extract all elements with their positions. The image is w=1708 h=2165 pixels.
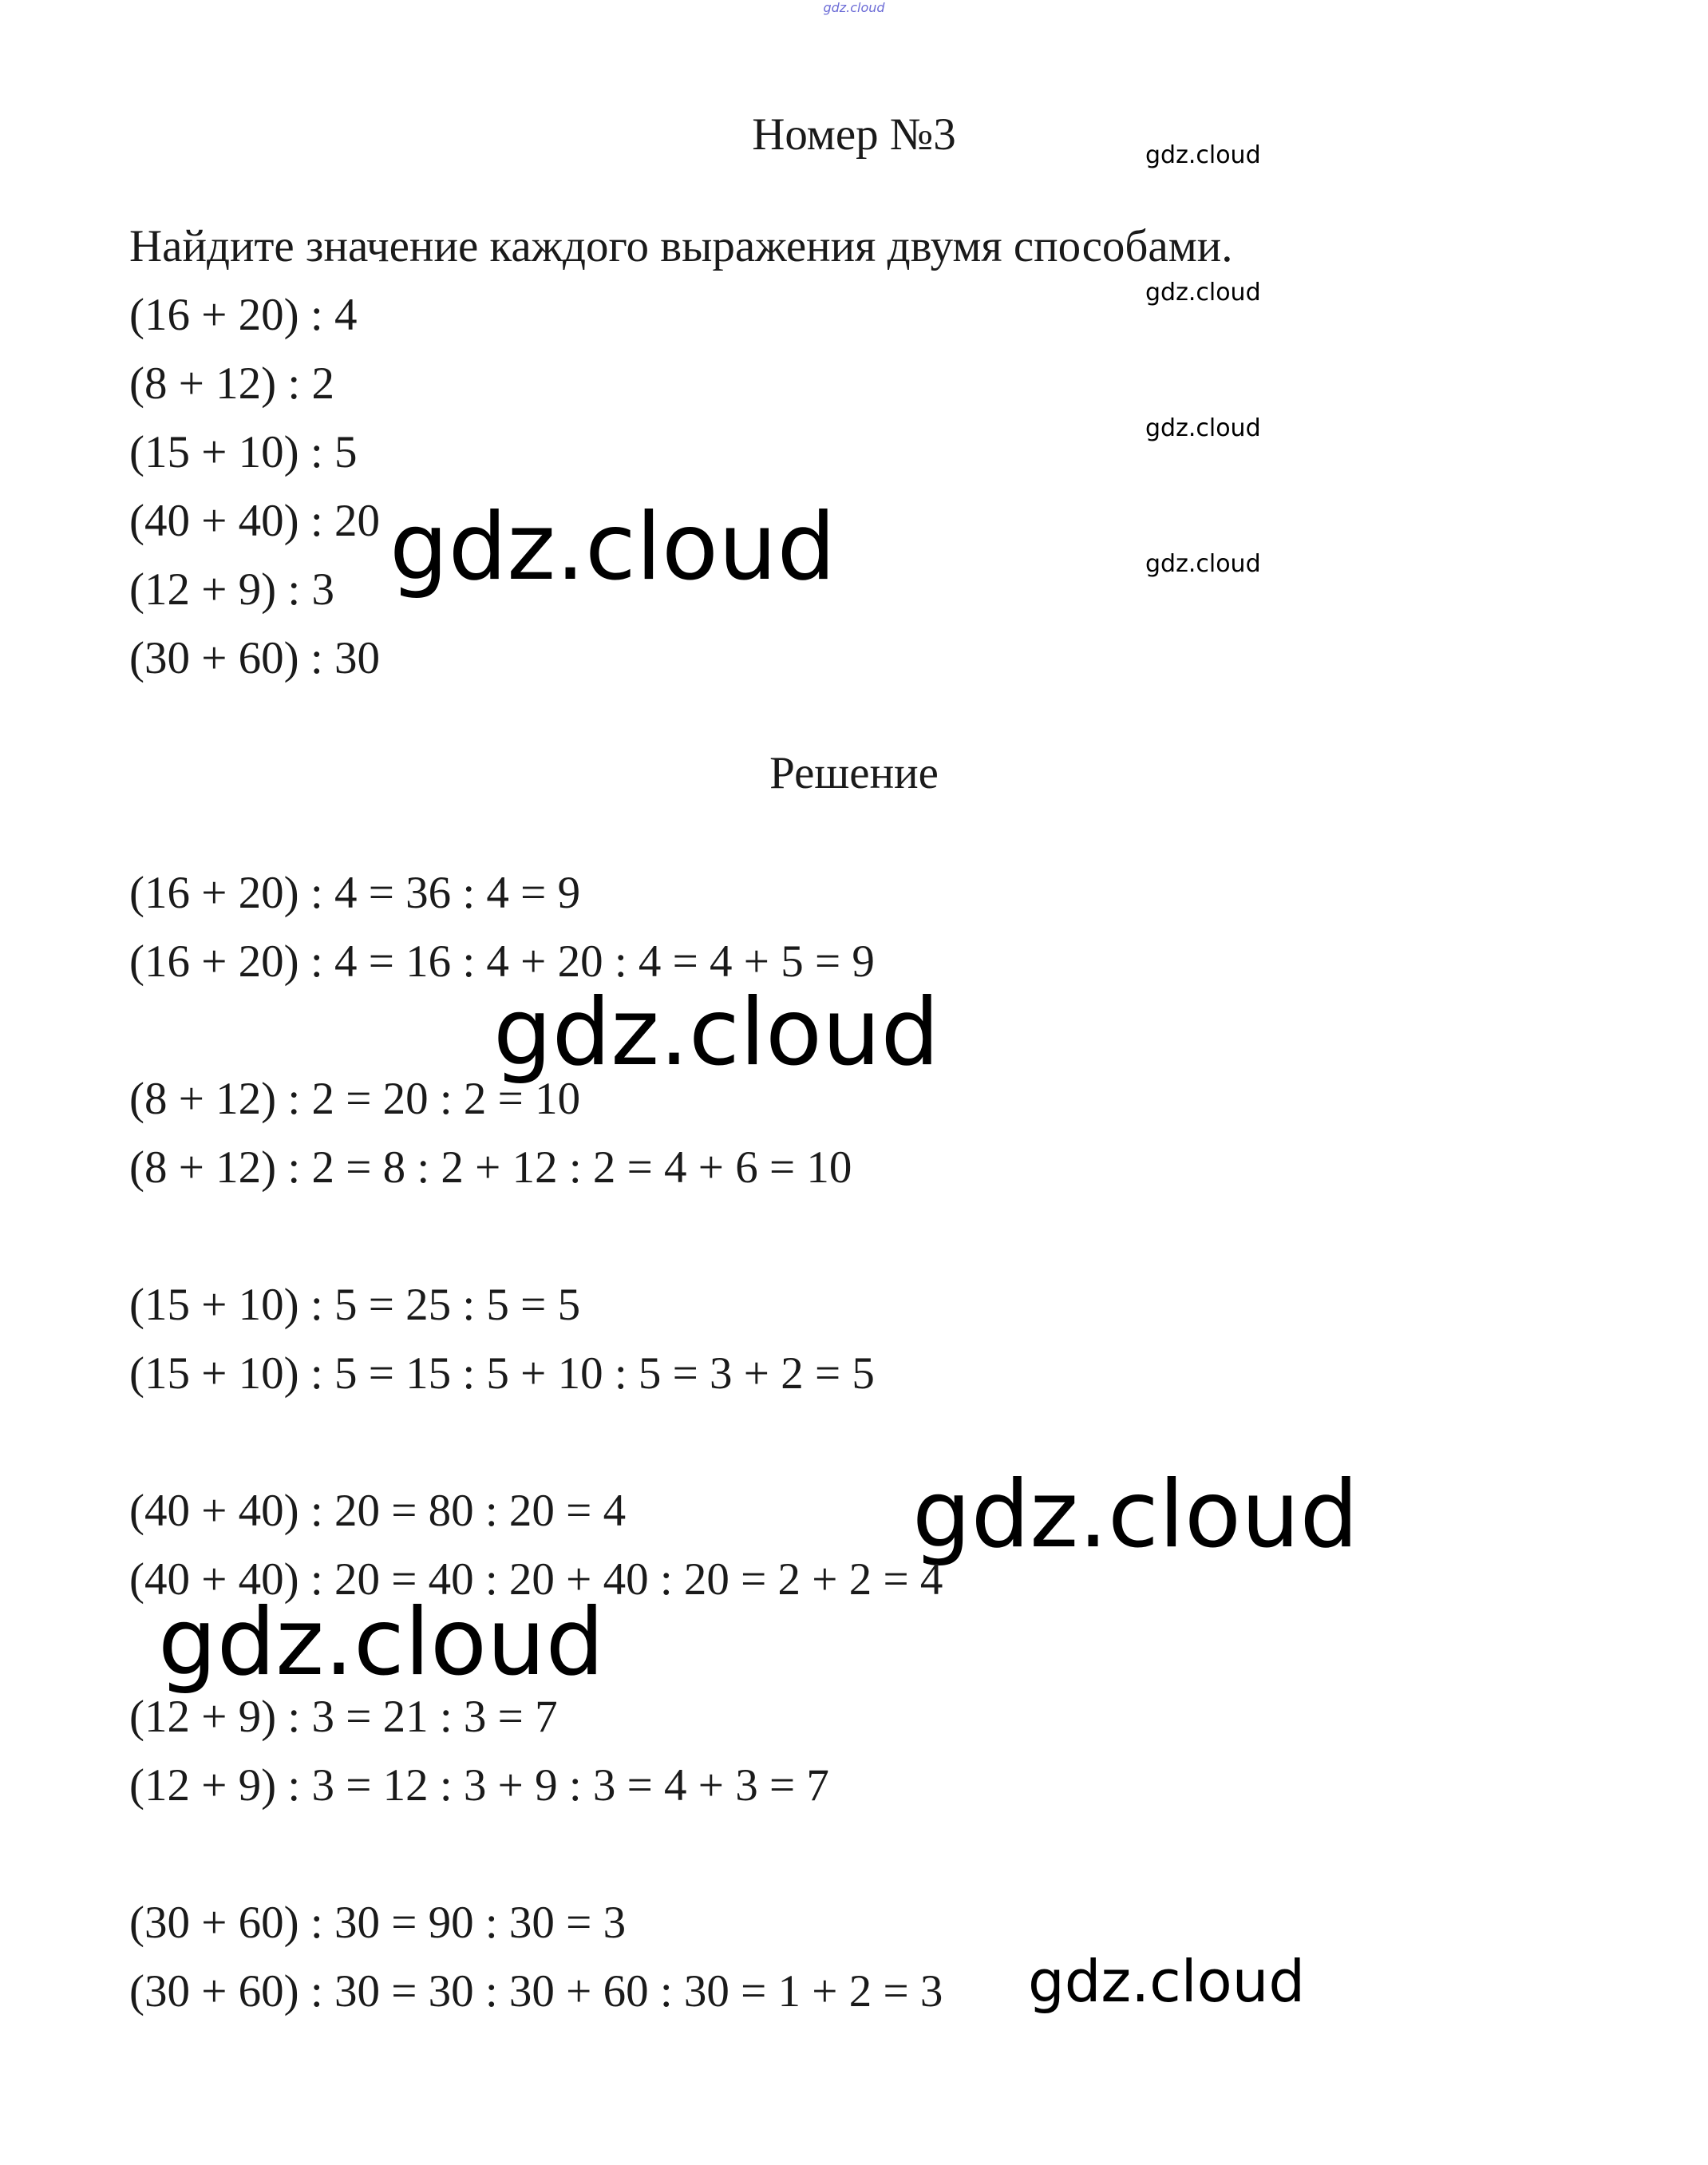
solution-6-line-2: (30 + 60) : 30 = 30 : 30 + 60 : 30 = 1 + 2 = 3 [129,1966,943,2017]
page-title: Номер №3 [752,109,956,160]
solution-2-line-1: (8 + 12) : 2 = 20 : 2 = 10 [129,1074,581,1124]
solution-heading: Решение [769,748,939,798]
expression-4: (40 + 40) : 20 [129,496,380,546]
watermark-small-2: gdz.cloud [1145,279,1261,307]
watermark-big-4: gdz.cloud [158,1589,605,1696]
expression-6: (30 + 60) : 30 [129,633,380,683]
watermark-big-1: gdz.cloud [389,493,836,601]
expression-3: (15 + 10) : 5 [129,427,358,477]
watermark-small-4: gdz.cloud [1145,550,1261,578]
solution-1-line-1: (16 + 20) : 4 = 36 : 4 = 9 [129,868,581,918]
watermark-bottom: gdz.cloud [1028,1948,1306,2015]
solution-5-line-2: (12 + 9) : 3 = 12 : 3 + 9 : 3 = 4 + 3 = 7 [129,1760,829,1811]
solution-5-line-1: (12 + 9) : 3 = 21 : 3 = 7 [129,1692,558,1742]
solution-4-line-2: (40 + 40) : 20 = 40 : 20 + 40 : 20 = 2 + 2 = 4 [129,1554,943,1605]
solution-4-line-1: (40 + 40) : 20 = 80 : 20 = 4 [129,1486,627,1536]
watermark-small-1: gdz.cloud [1145,141,1261,169]
solution-2-line-2: (8 + 12) : 2 = 8 : 2 + 12 : 2 = 4 + 6 = 10 [129,1142,852,1193]
solution-1-line-2: (16 + 20) : 4 = 16 : 4 + 20 : 4 = 4 + 5 = 9 [129,936,875,987]
solution-3-line-2: (15 + 10) : 5 = 15 : 5 + 10 : 5 = 3 + 2 = 5 [129,1348,875,1399]
expression-2: (8 + 12) : 2 [129,358,334,409]
top-watermark: gdz.cloud [823,0,885,15]
watermark-big-3: gdz.cloud [912,1461,1359,1569]
task-text: Найдите значение каждого выражения двумя способами. [129,221,1233,271]
solution-6-line-1: (30 + 60) : 30 = 90 : 30 = 3 [129,1898,627,1948]
expression-5: (12 + 9) : 3 [129,564,334,615]
solution-3-line-1: (15 + 10) : 5 = 25 : 5 = 5 [129,1280,581,1330]
watermark-small-3: gdz.cloud [1145,414,1261,442]
expression-1: (16 + 20) : 4 [129,290,358,340]
watermark-big-2: gdz.cloud [493,979,940,1086]
